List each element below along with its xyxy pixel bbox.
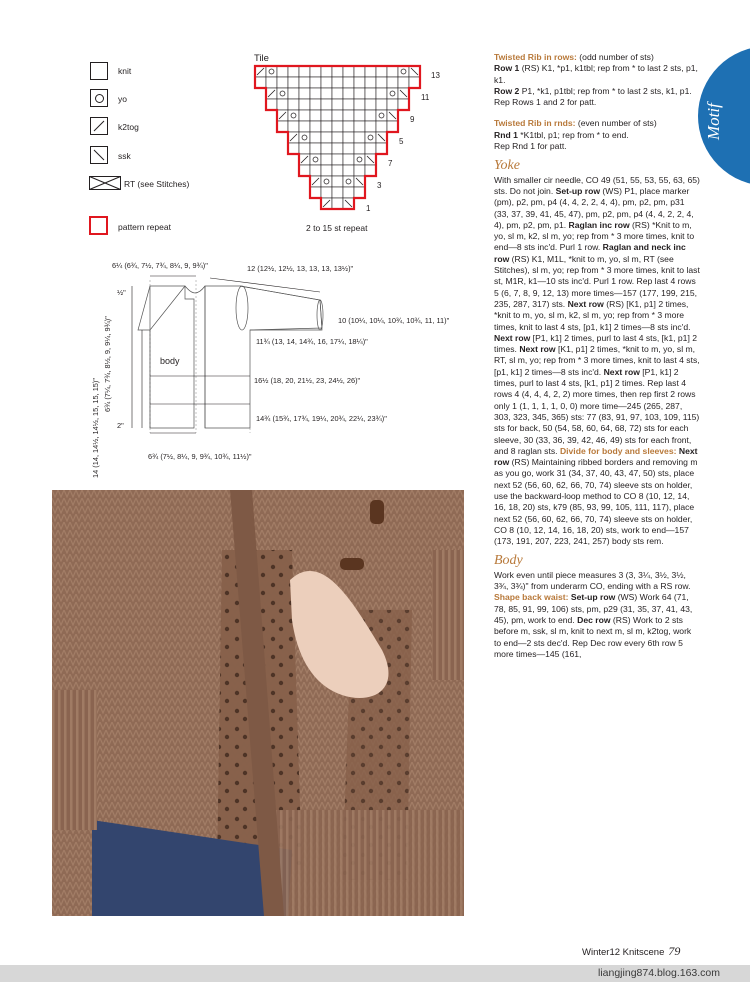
chart-cell xyxy=(310,77,321,88)
chart-cell xyxy=(332,66,343,77)
chart-cell xyxy=(277,99,288,110)
chart-cell xyxy=(266,66,277,77)
chart-cell xyxy=(365,132,376,143)
chart-cell xyxy=(376,121,387,132)
divide-heading: Divide for body and sleeves: xyxy=(559,445,677,456)
chart-cell xyxy=(310,66,321,77)
chart-cell xyxy=(376,110,387,121)
chart-cell xyxy=(299,143,310,154)
row-number: 3 xyxy=(377,181,382,190)
chart-cell xyxy=(299,132,310,143)
twisted-rows-heading: Twisted Rib in rows: xyxy=(494,52,577,62)
chart-cell xyxy=(354,165,365,176)
chart-cell xyxy=(409,77,420,88)
chart-cell xyxy=(376,99,387,110)
next-row-label: Next row xyxy=(603,366,640,377)
dec-row-label: Dec row xyxy=(577,614,611,625)
legend-ssk-label: ssk xyxy=(118,151,131,161)
chart-cell xyxy=(354,187,365,198)
next-row-label: Next row xyxy=(519,344,556,355)
yoke-text: (WS) P1, place marker (pm), p2, pm, p4 (4, 4, 2, 2, 4, 4), pm, p2, pm, p31 (33, 37, 39, 41, 45, 47), pm, p2, pm, p4 (4, 4, 2, 2, 4, 4), pm, p2, pm, p1. xyxy=(494,185,694,230)
chart-cell xyxy=(277,88,288,99)
chart-cell xyxy=(354,154,365,165)
chart-cell xyxy=(310,165,321,176)
chart-cell xyxy=(321,154,332,165)
sweater-schematic xyxy=(110,268,360,438)
legend-repeat-label: pattern repeat xyxy=(118,222,171,232)
row2-label: Row 2 xyxy=(494,85,520,96)
chart-cell xyxy=(343,99,354,110)
chart-cell xyxy=(299,165,310,176)
chart-cell xyxy=(376,143,387,154)
schematic-half: ½" xyxy=(117,288,126,297)
chart-cell xyxy=(332,88,343,99)
chart-cell xyxy=(299,77,310,88)
chart-cell xyxy=(354,110,365,121)
chart-cell xyxy=(354,88,365,99)
chart-cell xyxy=(365,110,376,121)
chart-cell xyxy=(299,66,310,77)
yoke-text: (RS) K1, M1L, *knit to m, yo, sl m, RT (see Stitches), sl m, yo; rep from * 3 more times, knit to last st, M1R, k1—10 sts inc'd. Purl 1 row. Rep last 4 rows 5 (6, 7, 8, 9, 12, 13) more times—157 (177, 199, 215, 235, 287, 317) sts. xyxy=(494,253,700,309)
chart-cell xyxy=(398,99,409,110)
chart-cell xyxy=(299,110,310,121)
yoke-text: (RS) *Knit to m, yo, sl m, k2, sl m, yo; rep from * 3 more times, knit to end—8 sts inc'd. Purl 1 row. xyxy=(494,219,695,253)
chart-cell xyxy=(332,154,343,165)
chart-cell xyxy=(332,143,343,154)
chart-cell xyxy=(354,99,365,110)
chart-cell xyxy=(332,132,343,143)
yoke-text: (RS) Maintaining ribbed borders and removing m as you go, work 31 (34, 37, 40, 43, 47, 50) sts, place next 52 (56, 60, 62, 66, 70, 74) sleeve sts on holder, use the backward-loop method to CO 8 (10, 12, 14, 16, 18, 20) sts, k79 (85, 93, 99, 105, 111, 117), place next 52 (56, 60, 62, 66, 70, 74) sleeve sts on holder, CO 8 (10, 12, 14, 16, 18, 20) sts, work to end—157 (173, 191, 207, 223, 241, 257) body sts rem. xyxy=(494,457,698,547)
chart-cell xyxy=(332,77,343,88)
chart-cell xyxy=(365,121,376,132)
chart-cell xyxy=(332,176,343,187)
chart-cell xyxy=(321,99,332,110)
chart-cell xyxy=(343,110,354,121)
schematic-body-width: 16½ (18, 20, 21½, 23, 24½, 26)" xyxy=(254,376,361,385)
yoke-text: [K1, p1] 2 times, *knit to m, yo, sl m, RT, sl m, yo; rep from * 3 more times, knit to last 4 sts, [p1, k1] 2 times—8 sts inc'd. xyxy=(494,344,700,377)
chart-cell xyxy=(310,110,321,121)
page-number: 79 xyxy=(668,944,681,958)
next-row-label: Next row xyxy=(494,445,698,468)
schematic-two: 2" xyxy=(117,421,124,430)
chart-cell xyxy=(387,77,398,88)
sweater-photo xyxy=(52,490,464,916)
schematic-cuff: 11¾ (13, 14, 14¾, 16, 17¼, 18¼)" xyxy=(256,337,368,346)
schematic-top-left: 6¼ (6¾, 7½, 7¾, 8¼, 9, 9¾)" xyxy=(112,261,208,270)
legend-k2tog-label: k2tog xyxy=(118,122,139,132)
legend-knit-symbol xyxy=(90,62,108,80)
chart-cell xyxy=(365,77,376,88)
chart-cell xyxy=(288,143,299,154)
chart-cell xyxy=(288,88,299,99)
next-row-label: Next row xyxy=(567,298,604,309)
row-number: 13 xyxy=(431,71,440,80)
chart-cell xyxy=(343,88,354,99)
magazine-name: Winter12 Knitscene xyxy=(582,947,665,958)
chart-cell xyxy=(277,121,288,132)
chart-cell xyxy=(277,77,288,88)
twisted-rnds-heading: Twisted Rib in rnds: xyxy=(494,118,576,129)
watermark: liangjing874.blog.163.com xyxy=(598,967,721,979)
chart-cell xyxy=(343,143,354,154)
chart-cell xyxy=(321,143,332,154)
chart-cell xyxy=(354,121,365,132)
chart-cell xyxy=(332,121,343,132)
chart-cell xyxy=(343,154,354,165)
rnd1-label: Rnd 1 xyxy=(494,129,518,140)
chart-cell xyxy=(343,176,354,187)
schematic-upper-arm: 10 (10¼, 10¼, 10¾, 10¾, 11, 11)" xyxy=(338,316,450,325)
shape-heading: Shape back waist: xyxy=(494,592,569,603)
legend-ssk-symbol xyxy=(90,146,108,164)
chart-cell xyxy=(354,66,365,77)
rep-rows: Rep Rows 1 and 2 for patt. xyxy=(494,97,597,108)
chart-cell xyxy=(343,66,354,77)
chart-cell xyxy=(398,66,409,77)
chart-cell xyxy=(288,99,299,110)
row2-text: P1, *k1, p1tbl; rep from * to last 2 sts, k1, p1. xyxy=(519,85,692,96)
chart-cell xyxy=(299,121,310,132)
yoke-heading: Yoke xyxy=(494,158,520,174)
chart-cell xyxy=(354,132,365,143)
chart-cell xyxy=(321,176,332,187)
chart-cell xyxy=(310,88,321,99)
page-folio xyxy=(582,944,680,959)
yoke-text: With smaller cir needle, CO 49 (51, 55, 53, 55, 63, 65) sts. Do not join. xyxy=(494,174,700,196)
schematic-top-right: 12 (12½, 12½, 13, 13, 13, 13½)" xyxy=(247,264,354,273)
chart-cell xyxy=(354,77,365,88)
rep-rnd: Rep Rnd 1 for patt. xyxy=(494,141,567,152)
body-paragraph xyxy=(494,570,700,660)
raglan-inc-label: Raglan inc row xyxy=(568,219,630,230)
chart-cell xyxy=(321,187,332,198)
chart-cell xyxy=(332,198,343,209)
chart-cell xyxy=(310,121,321,132)
chart-cell xyxy=(288,121,299,132)
legend-repeat-symbol xyxy=(89,216,108,235)
chart-cell xyxy=(332,187,343,198)
setup-row-label: Set-up row xyxy=(555,185,601,196)
rnd1-text: *K1tbl, p1; rep from * to end. xyxy=(517,129,629,140)
twisted-rows-note: (odd number of sts) xyxy=(576,52,654,62)
chart-cell xyxy=(310,187,321,198)
chart-cell xyxy=(321,132,332,143)
chart-cell xyxy=(266,77,277,88)
body-text: (WS) Work 64 (71, 78, 85, 91, 99, 106) sts, pm, p29 (31, 35, 37, 41, 43, 45), pm, work to end. xyxy=(494,592,693,625)
body-text: (RS) Work to 2 sts before m, ssk, sl m, knit to next m, sl m, k2tog, work to end—2 sts dec'd. Rep Dec row every 6th row 5 more times—145 (161, xyxy=(494,614,692,659)
setup-row-label: Set-up row xyxy=(570,592,616,603)
chart-cell xyxy=(310,154,321,165)
chart-cell xyxy=(332,99,343,110)
motif-tab-label: Motif xyxy=(704,103,723,140)
schematic-bottom: 6¾ (7½, 8¼, 9, 9¾, 10¾, 11½)" xyxy=(148,452,252,461)
legend-rt-label: RT (see Stitches) xyxy=(124,179,190,189)
chart-cell xyxy=(365,99,376,110)
chart-title: Tile xyxy=(254,53,269,64)
chart-cell xyxy=(343,132,354,143)
chart-cell xyxy=(255,77,266,88)
chart-cell xyxy=(387,121,398,132)
chart-cell xyxy=(343,77,354,88)
legend-yo-label: yo xyxy=(118,94,127,104)
chart-cell xyxy=(376,88,387,99)
legend-k2tog-symbol xyxy=(90,117,108,135)
row-number: 1 xyxy=(366,204,371,213)
chart-cell xyxy=(365,165,376,176)
chart-cell xyxy=(310,132,321,143)
chart-cell xyxy=(354,143,365,154)
chart-cell xyxy=(398,77,409,88)
legend-rt-symbol xyxy=(89,176,121,190)
chart-cell xyxy=(299,99,310,110)
chart-cell xyxy=(332,110,343,121)
legend-knit-label: knit xyxy=(118,66,132,76)
schematic-waist-width: 14¾ (15¾, 17¾, 19¼, 20¾, 22¼, 23¾)" xyxy=(256,414,387,423)
yoke-text: [P1, k1] 2 times, purl to last 4 sts, [k1, p1] 2 times. xyxy=(494,332,697,355)
chart-cell xyxy=(387,99,398,110)
chart-cell xyxy=(277,66,288,77)
chart-cell xyxy=(376,66,387,77)
chart-cell xyxy=(321,88,332,99)
chart-cell xyxy=(299,88,310,99)
chart-cell xyxy=(321,66,332,77)
instructions-column xyxy=(494,52,700,660)
chart-cell xyxy=(288,77,299,88)
chart-cell xyxy=(321,121,332,132)
chart-cell xyxy=(310,143,321,154)
body-text: Work even until piece measures 3 (3, 3¼, 3½, 3½, 3¾, 3¾)" from underarm CO, ending with a RS row. xyxy=(494,569,691,592)
row1-label: Row 1 xyxy=(494,63,520,74)
chart-cell xyxy=(288,110,299,121)
chart-cell xyxy=(387,88,398,99)
chart-cell xyxy=(343,187,354,198)
schematic-vert-inner: 6¾ (7¼, 7¾, 8½, 9, 9¼, 9¾)" xyxy=(103,316,112,412)
chart-cell xyxy=(365,66,376,77)
chart-cell xyxy=(266,99,277,110)
row-number: 9 xyxy=(410,115,415,124)
chart-cell xyxy=(387,66,398,77)
chart-cell xyxy=(321,165,332,176)
chart-cell xyxy=(321,110,332,121)
schematic-vert-outer: 14 (14, 14½, 14½, 15, 15, 15)" xyxy=(91,377,100,478)
row1-text: (RS) K1, *p1, k1tbl; rep from * to last 2 sts, p1, k1. xyxy=(494,63,698,85)
raglan-neck-label: Raglan and neck inc row xyxy=(494,242,686,264)
chart-cell xyxy=(343,121,354,132)
chart-cell xyxy=(365,143,376,154)
chart-caption: 2 to 15 st repeat xyxy=(306,223,368,233)
chart-cell xyxy=(310,99,321,110)
next-row-label: Next row xyxy=(494,332,531,343)
chart-cell xyxy=(288,66,299,77)
row-number: 5 xyxy=(399,137,404,146)
yoke-text: [P1, k1] 2 times, purl to last 4 sts, [k1, p1] 2 times. Rep last 4 rows 4 (4, 4, 4, 2, 2) more times, then rep first 2 rows only 1 (1, 1, 1, 1, 0, 0) more time—245 (265, 287, 303, 323, 345, 365) sts: 77 (83, 91, 97, 103, 109, 115) sts for back, 50 (54, 58, 60, 64, 68, 72) sts for each sleeve, 30 (33, 36, 39, 42, 46, 49) sts for each front, and 8 raglan sts. xyxy=(494,366,700,456)
chart-cell xyxy=(321,77,332,88)
yoke-text: (RS) [K1, p1] 2 times, *knit to m, yo, sl m, k2, sl m, yo; rep from * 3 more times, knit to last 4 sts, [p1, k1] 2 times—8 sts inc'd. xyxy=(494,298,691,332)
chart-cell xyxy=(332,165,343,176)
schematic-body-label: body xyxy=(160,356,180,366)
twisted-rnds-note: (even number of sts) xyxy=(575,118,657,129)
row-number: 7 xyxy=(388,159,393,168)
legend-yo-symbol xyxy=(90,89,108,107)
row-number: 11 xyxy=(421,93,430,102)
chart-cell xyxy=(343,165,354,176)
chart-cell xyxy=(365,88,376,99)
body-heading: Body xyxy=(494,553,523,569)
chart-cell xyxy=(376,77,387,88)
yoke-paragraph xyxy=(494,175,700,548)
